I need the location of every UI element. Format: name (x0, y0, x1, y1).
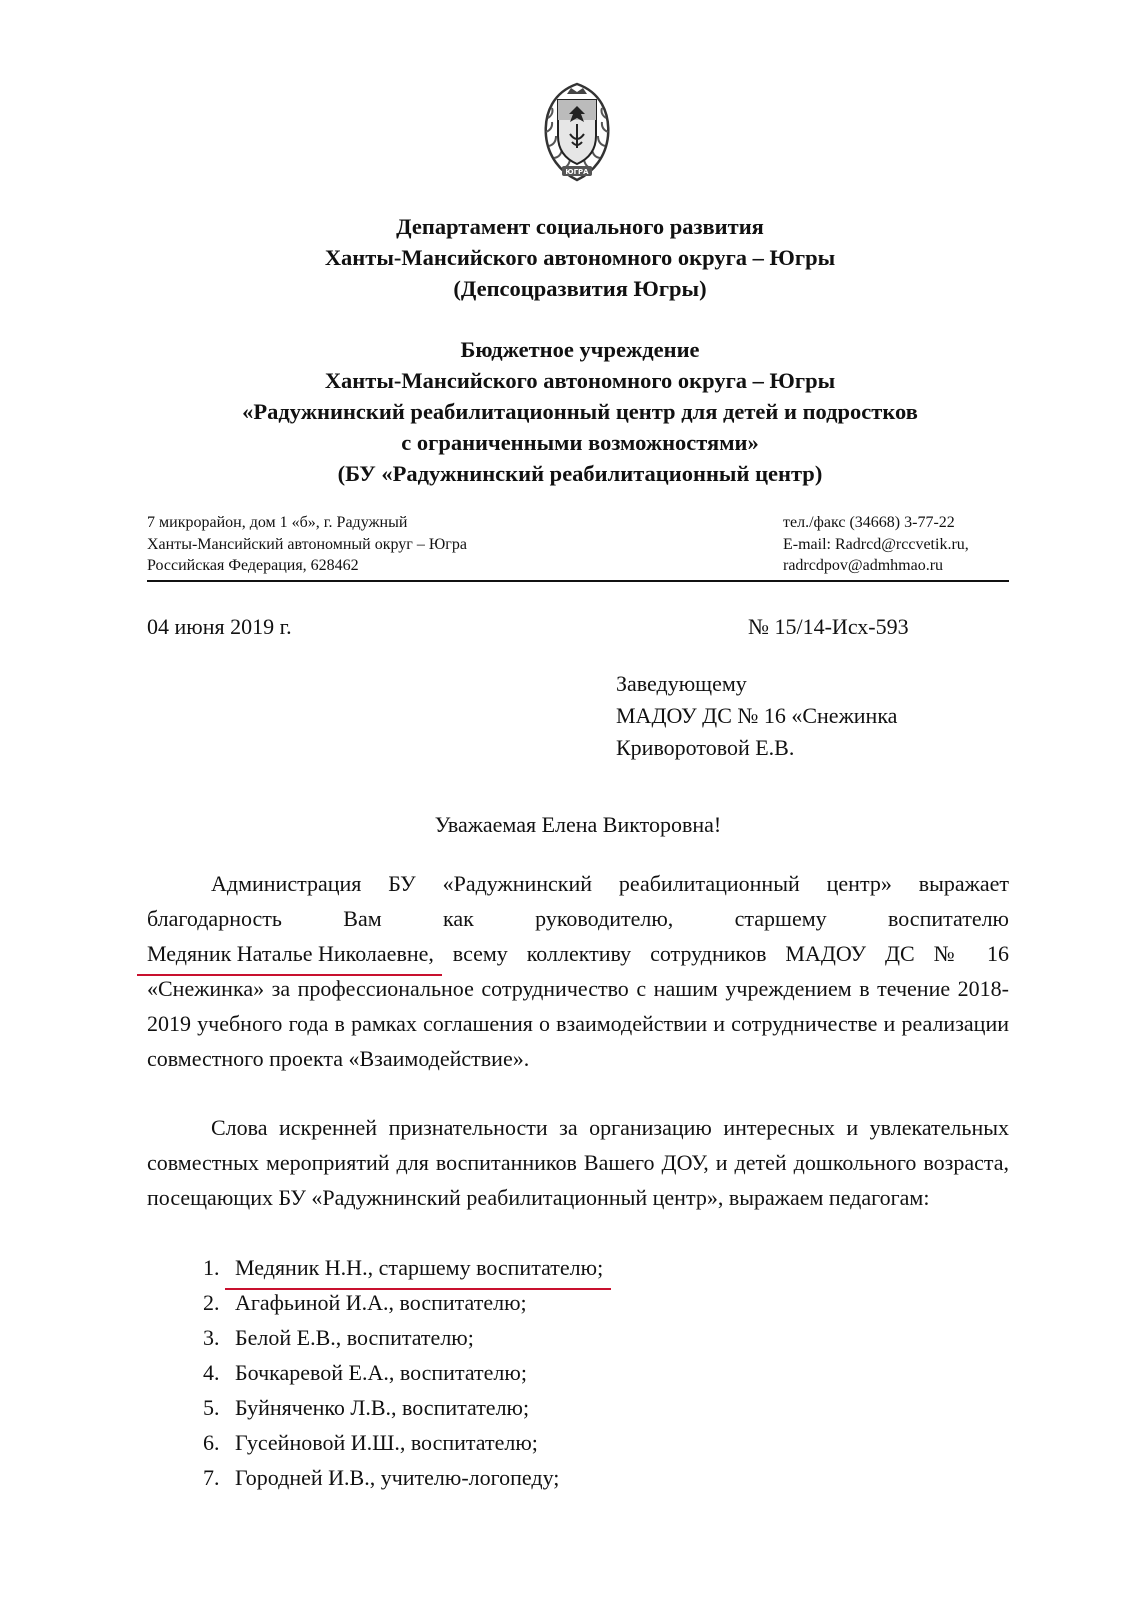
department-line: (Депсоцразвития Югры) (453, 276, 707, 301)
list-item (203, 1285, 603, 1320)
list-number: 1. (203, 1255, 220, 1280)
address-line: 7 микрорайон, дом 1 «б», г. Радужный (147, 514, 408, 531)
paragraph-text: всему коллективу сотрудников МАДОУ ДС № 16 «Снежинка» за профессиональное сотрудничество с нашим учреждением в течение 2018-2019 учебного года в рамках соглашения о взаимодействии и сотрудничестве и реализации совместного проекта «Взаимодействие». (147, 941, 1009, 1071)
highlighted-list-text: Медяник Н.Н., старшему воспитателю; (235, 1250, 603, 1285)
list-number: 7. (203, 1465, 220, 1490)
department-line: Ханты-Мансийского автономного округа – Югры (324, 245, 836, 270)
department-line: Департамент социального развития (396, 214, 764, 239)
email-line: radrcdpov@admhmao.ru (783, 557, 944, 574)
paragraph-recognition (147, 1110, 1009, 1215)
institution-line: (БУ «Радужнинский реабилитационный центр) (337, 461, 823, 486)
emblem-icon (534, 78, 620, 186)
addressee-line: Заведующему (616, 671, 747, 696)
email-line: E-mail: Radrcd@rccvetik.ru, (783, 535, 969, 553)
list-item (203, 1320, 603, 1355)
contacts-block (147, 512, 1009, 582)
address-line: Российская Федерация, 628462 (147, 557, 359, 574)
addressee-line: Криворотовой Е.В. (616, 735, 795, 760)
salutation: Уважаемая Елена Викторовна! (434, 812, 722, 837)
list-number: 5. (203, 1395, 220, 1420)
emblem-ribbon-label: ЮГРА (565, 168, 589, 176)
list-text: Бочкаревой Е.А., воспитателю; (235, 1360, 527, 1385)
list-number: 2. (203, 1290, 220, 1315)
department-header (150, 211, 1010, 304)
institution-line: Ханты-Мансийского автономного округа – Югры (324, 368, 836, 393)
address-line: Ханты-Мансийский автономный округ – Югра (147, 535, 467, 553)
list-text: Белой Е.В., воспитателю; (235, 1325, 474, 1350)
list-item (203, 1390, 603, 1425)
paragraph-text: Администрация БУ «Радужнинский реабилитационный центр» выражает благодарность Вам как руководителю, старшему воспитателю (147, 871, 1009, 931)
institution-line: с ограниченными возможностями» (401, 430, 759, 455)
list-item (203, 1460, 603, 1495)
coat-of-arms-emblem (534, 78, 620, 186)
paragraph-gratitude (147, 866, 1009, 1076)
list-number: 4. (203, 1360, 220, 1385)
institution-header (150, 334, 1010, 489)
institution-line: «Радужнинский реабилитационный центр для детей и подростков (242, 399, 918, 424)
list-text: Агафьиной И.А., воспитателю; (235, 1290, 527, 1315)
list-item (203, 1425, 603, 1460)
institution-line: Бюджетное учреждение (460, 337, 700, 362)
list-text: Городней И.В., учителю-логопеду; (235, 1465, 560, 1490)
paragraph-text: Слова искренней признательности за организацию интересных и увлекательных совместных мероприятий для воспитанников Вашего ДОУ, и детей дошкольного возраста, посещающих БУ «Радужнинский реабилитационный центр», выражаем педагогам: (147, 1115, 1009, 1210)
address (147, 512, 467, 577)
teachers-list (203, 1250, 603, 1495)
list-item (203, 1355, 603, 1390)
list-number: 3. (203, 1325, 220, 1350)
phone-fax: тел./факс (34668) 3-77-22 (783, 514, 955, 531)
list-number: 6. (203, 1430, 220, 1455)
letter-date: 04 июня 2019 г. (147, 614, 292, 639)
list-item (203, 1250, 603, 1285)
letter-number: № 15/14-Исх-593 (748, 614, 909, 639)
contact-info (783, 512, 969, 577)
addressee-block (616, 668, 897, 764)
highlighted-name: Медяник Наталье Николаевне, (147, 936, 434, 971)
list-text: Буйняченко Л.В., воспитателю; (235, 1395, 530, 1420)
list-text: Гусейновой И.Ш., воспитателю; (235, 1430, 538, 1455)
addressee-line: МАДОУ ДС № 16 «Снежинка (616, 703, 898, 728)
